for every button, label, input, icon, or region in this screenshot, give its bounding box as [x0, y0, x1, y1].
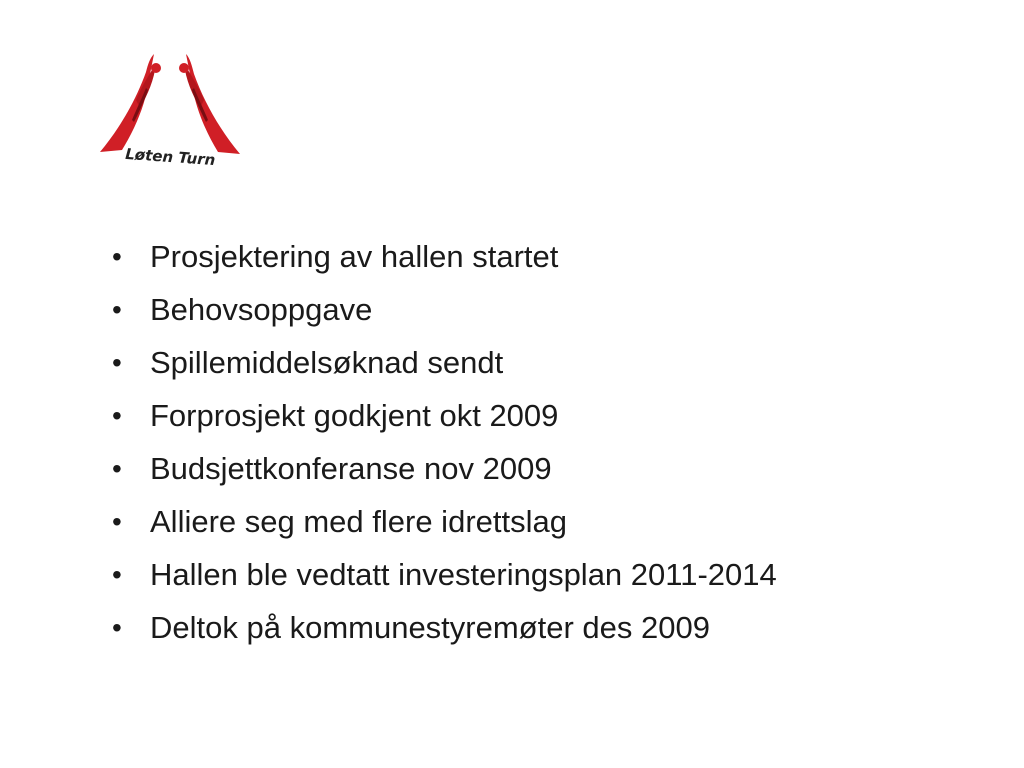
bullet-list: [112, 230, 777, 654]
bullet-text: Deltok på kommunestyremøter des 2009: [150, 610, 710, 645]
bullet-marker: •: [112, 347, 122, 378]
bullet-text: Hallen ble vedtatt investeringsplan 2011-2014: [150, 557, 777, 592]
bullet-text: Behovsoppgave: [150, 292, 373, 327]
bullet-item: [112, 283, 777, 336]
bullet-text: Spillemiddelsøknad sendt: [150, 345, 504, 380]
bullet-marker: •: [112, 453, 122, 484]
bullet-item: [112, 336, 777, 389]
bullet-marker: •: [112, 294, 122, 325]
bullet-text: Alliere seg med flere idrettslag: [150, 504, 567, 539]
bullet-marker: •: [112, 612, 122, 643]
logo-graphic: [92, 50, 248, 176]
logo-right-head: [179, 63, 189, 73]
bullet-text: Prosjektering av hallen startet: [150, 239, 559, 274]
loten-turn-logo: [92, 50, 248, 176]
bullet-item: [112, 601, 777, 654]
bullet-marker: •: [112, 559, 122, 590]
logo-left-figure: [100, 54, 154, 152]
bullet-marker: •: [112, 506, 122, 537]
bullet-marker: •: [112, 400, 122, 431]
logo-right-figure: [186, 54, 240, 154]
bullet-text: Budsjettkonferanse nov 2009: [150, 451, 552, 486]
bullet-item: [112, 442, 777, 495]
bullet-text: Forprosjekt godkjent okt 2009: [150, 398, 559, 433]
bullet-item: [112, 495, 777, 548]
logo-left-head: [151, 63, 161, 73]
logo-text: Løten Turn: [124, 144, 216, 170]
bullet-item: [112, 389, 777, 442]
bullet-marker: •: [112, 241, 122, 272]
bullet-item: [112, 230, 777, 283]
bullet-item: [112, 548, 777, 601]
